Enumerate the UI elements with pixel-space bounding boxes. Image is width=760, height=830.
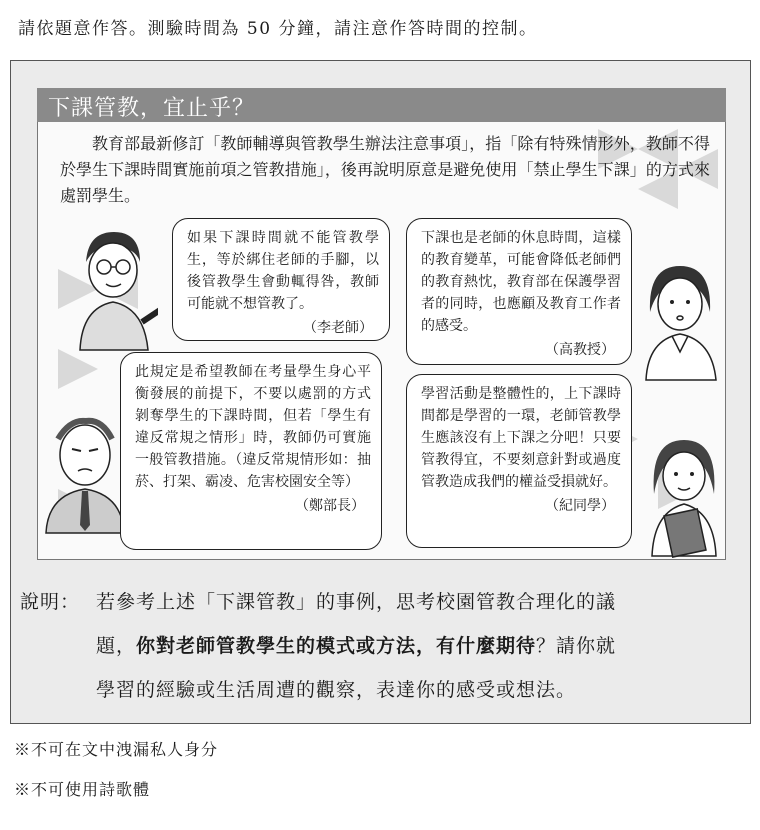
article-intro: 教育部最新修訂「教師輔導與管教學生辦法注意事項」，指「除有特殊情形外，教師不得於學生下課時間實施前項之管教措施」，後再說明原意是避免使用「禁止學生下課」的方式來處罰學生。 — [60, 134, 710, 205]
teacher-li-illustration — [68, 222, 158, 352]
minister-zheng-illustration — [40, 405, 130, 535]
speech-bubble-gao — [406, 218, 632, 365]
speech-bubble-zheng — [120, 352, 382, 550]
student-ji-illustration — [638, 428, 728, 558]
speaker-name: （紀同學） — [545, 498, 615, 514]
opinion-text: 如果下課時間就不能管教學生，等於綁住老師的手腳，以後管教學生會動輒得咎，教師可能就不想管教了。 — [187, 230, 379, 312]
speaker-name: （高教授） — [545, 342, 615, 358]
speaker-name: （李老師） — [303, 320, 373, 336]
speech-bubble-ji — [406, 374, 632, 548]
prompt-line-2: 題，你對老師管教學生的模式或方法，有什麼期待？請你就 — [96, 635, 617, 657]
opinion-text: 下課也是老師的休息時間，這樣的教育變革，可能會降低老師們的教育熱忱，教育部在保護學習者的同時，也應顧及教育工作者的感受。 — [421, 230, 621, 334]
speaker-name: （鄭部長） — [295, 498, 365, 514]
prompt-line-3: 學習的經驗或生活周遭的觀察，表達你的感受或想法。 — [96, 679, 577, 701]
article-title: 下課管教，宜止乎？ — [48, 96, 256, 121]
prompt-line-1: 說明： 若參考上述「下課管教」的事例，思考校園管教合理化的議 — [20, 580, 742, 624]
rule-note-1: ※不可在文中洩漏私人身分 — [14, 740, 219, 759]
professor-gao-illustration — [634, 252, 724, 382]
speech-bubble-li — [172, 218, 390, 341]
rule-note-2: ※不可使用詩歌體 — [14, 780, 151, 799]
prompt-label: 說明： — [20, 591, 81, 613]
opinion-text: 此規定是希望教師在考量學生身心平衡發展的前提下，不要以處罰的方式剝奪學生的下課時間，但若「學生有違反常規之情形」時，教師仍可實施一般管教措施。（違反常規情形如：抽菸、打架、霸凌、危害校園安全等） — [135, 364, 371, 490]
writing-prompt — [20, 580, 742, 712]
exam-instructions: 請依題意作答。測驗時間為 50 分鐘，請注意作答時間的控制。 — [18, 19, 538, 39]
opinion-text: 學習活動是整體性的，上下課時間都是學習的一環，老師管教學生應該沒有上下課之分吧！只要管教得宜，不要刻意針對或過度管教造成我們的權益受損就好。 — [421, 386, 621, 490]
prompt-emphasis: 你對老師管教學生的模式或方法，有什麼期待 — [136, 635, 537, 657]
